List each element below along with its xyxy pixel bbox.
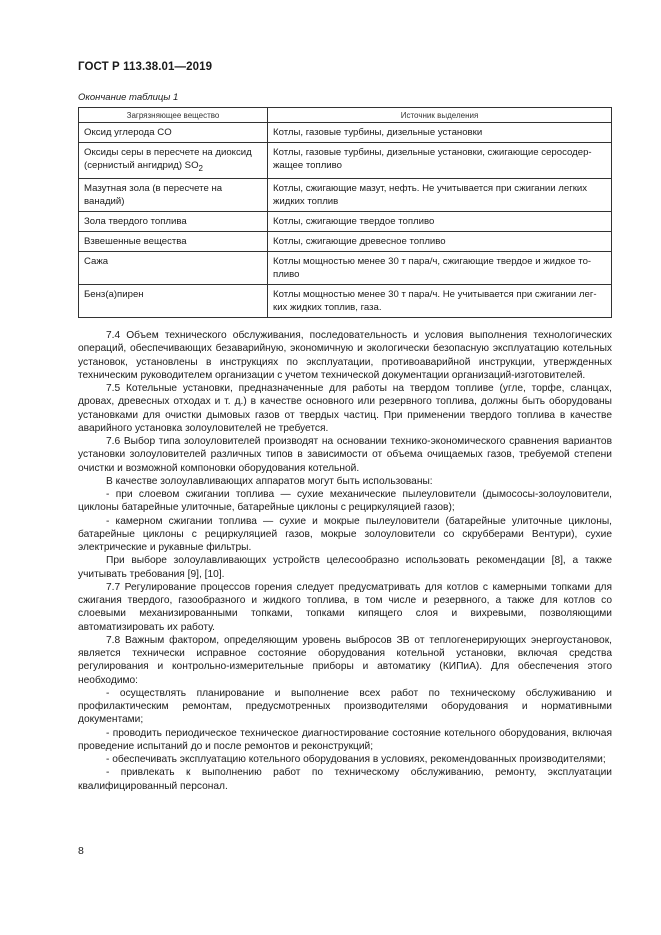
- column-header-source: Источник выделения: [268, 108, 612, 123]
- substance-cell: Зола твердого топлива: [79, 211, 268, 231]
- table-row: [79, 284, 612, 317]
- source-cell: Котлы, сжигающие мазут, нефть. Не учитывается при сжигании легких жидких топлив: [268, 178, 612, 211]
- sources-table: [78, 107, 612, 318]
- body-text: [78, 329, 612, 793]
- column-header-substance: Загрязняющее вещество: [79, 108, 268, 123]
- table-row: [79, 143, 612, 179]
- paragraph: - осуществлять планирование и выполнение всех работ по техническому обслуживанию и профилактическим ремонтам, предусмотренных производителями оборудования и нормативными документами;: [78, 687, 612, 726]
- paragraph: - проводить периодическое техническое диагностирование состояние котельного оборудования, включая проведение испытаний до и после ремонтов и реконструкций;: [78, 727, 612, 752]
- paragraph: - обеспечивать эксплуатацию котельного оборудования в условиях, рекомендованных производителями;: [106, 754, 606, 765]
- table-row: [79, 211, 612, 231]
- paragraph: - привлекать к выполнению работ по техническому обслуживанию, ремонту, эксплуатации квалифицированный персонал.: [78, 767, 612, 792]
- substance-cell: Сажа: [79, 251, 268, 284]
- source-cell: Котлы, газовые турбины, дизельные установки: [268, 123, 612, 143]
- substance-cell: [79, 143, 268, 179]
- table-row: [79, 231, 612, 251]
- substance-cell: Взвешенные вещества: [79, 231, 268, 251]
- table-header-row: [79, 108, 612, 123]
- table-row: [79, 123, 612, 143]
- paragraph: 7.7 Регулирование процессов горения следует предусматривать для котлов с камерными топками для сжигания твердого, газообразного и жидкого топлива, в том числе и резервного, а также для котлов со слоевыми механизированными топками, топками кипящего слоя и вихревыми, позволяющими автоматизировать их работу.: [78, 581, 612, 633]
- source-cell: Котлы мощностью менее 30 т пара/ч. Не учитывается при сжигании лег-ких жидких топлив, газа.: [268, 284, 612, 317]
- paragraph: 7.8 Важным фактором, определяющим уровень выбросов ЗВ от теплогенерирующих энергоустановок, является технически исправное состояние оборудования котельной установки, включая средства регулирования и контрольно-измерительные приборы и автоматику (КИПиА). Для обеспечения этого необходимо:: [78, 634, 612, 686]
- substance-cell: Мазутная зола (в пересчете на ванадий): [79, 178, 268, 211]
- source-cell: Котлы, сжигающие древесное топливо: [268, 231, 612, 251]
- document-header: ГОСТ Р 113.38.01—2019: [78, 61, 213, 73]
- paragraph: При выборе золоулавливающих устройств целесообразно использовать рекомендации [8], а также учитывать требования [9], [10].: [78, 555, 612, 580]
- subscript: 2: [198, 163, 203, 173]
- paragraph: В качестве золоулавливающих аппаратов могут быть использованы:: [106, 475, 433, 487]
- substance-cell: Бенз(а)пирен: [79, 284, 268, 317]
- source-cell: Котлы мощностью менее 30 т пара/ч, сжигающие твердое и жидкое то-пливо: [268, 251, 612, 284]
- paragraph: - камерном сжигании топлива — сухие и мокрые пылеуловители (батарейные улиточные циклоны, батарейные циклоны с рециркуляцией газов, мокрые золоуловители со скрубберами Вентури), сухие электрические и рукавные фильтры.: [78, 515, 612, 553]
- table-row: [79, 251, 612, 284]
- page-number: 8: [78, 845, 84, 857]
- paragraph: 7.4 Объем технического обслуживания, последовательность и условия выполнения технологических операций, обеспечивающих безаварийную, экономичную и экологически безопасную эксплуатацию котельных установок, установлены в инструкциях по эксплуатации, противоаварийной инструкции, утвержденных техническим руководителем организации с учетом технической документации организаций-изготовителей.: [78, 330, 612, 381]
- paragraph: - при слоевом сжигании топлива — сухие механические пылеуловители (дымососы-золоуловители, циклоны батарейные улиточные, батарейные циклоны с рециркуляцией газов);: [78, 489, 612, 514]
- table-caption: Окончание таблицы 1: [78, 92, 179, 103]
- substance-text: Оксиды серы в пересчете на диоксид (сернистый ангидрид) SO: [84, 147, 252, 171]
- table-row: [79, 178, 612, 211]
- paragraph: 7.5 Котельные установки, предназначенные для работы на твердом топливе (угле, торфе, сланцах, дровах, древесных отходах и т. д.) в качестве основного или резервного топлива, должны быть оборудованы установками для очистки дымовых газов от твердых частиц. При применении твердого топлива в качестве аварийного установка золоуловителей не требуется.: [78, 383, 612, 434]
- source-cell: Котлы, газовые турбины, дизельные установки, сжигающие серосодер-жащее топливо: [268, 143, 612, 179]
- source-cell: Котлы, сжигающие твердое топливо: [268, 211, 612, 231]
- substance-cell: Оксид углерода CO: [79, 123, 268, 143]
- paragraph: 7.6 Выбор типа золоуловителей производят на основании технико-экономического сравнения вариантов установки золоуловителей различных типов в зависимости от объема очищаемых газов, требуемой степени очистки и возможной компоновки оборудования котельной.: [78, 436, 612, 474]
